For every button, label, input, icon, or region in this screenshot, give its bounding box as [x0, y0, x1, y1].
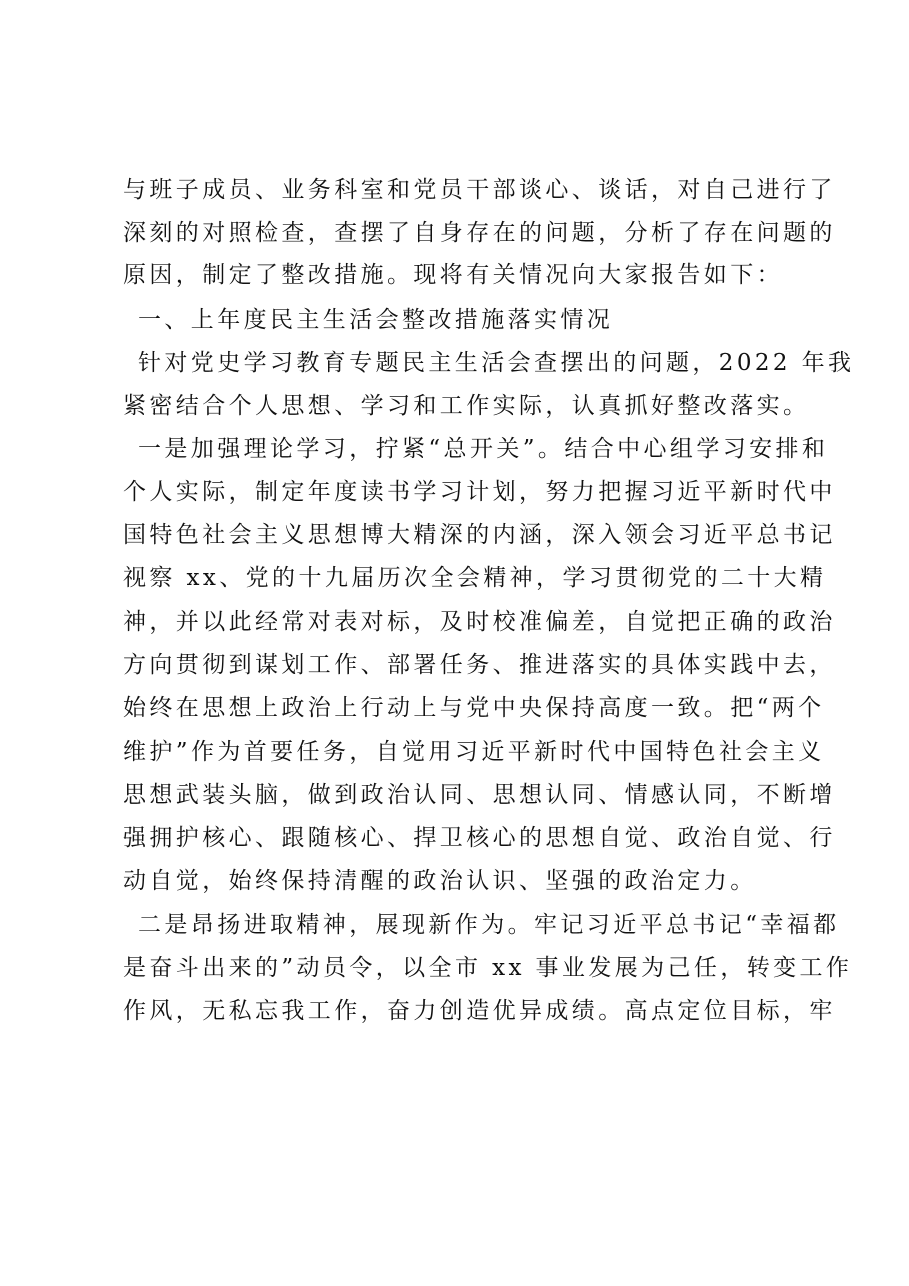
text-line-14: 维护”作为首要任务，自觉用习近平新时代中国特色社会主义 [123, 739, 825, 765]
text-line-5: 针对党史学习教育专题民主生活会查摆出的问题，2022 年我 [138, 350, 855, 376]
text-line-9: 国特色社会主义思想博大精深的内涵，深入领会习近平总书记 [123, 522, 836, 548]
text-line-16: 强拥护核心、跟随核心、捍卫核心的思想自觉、政治自觉、行 [123, 825, 836, 851]
text-line-3: 原因，制定了整改措施。现将有关情况向大家报告如下： [123, 262, 783, 288]
text-line-18: 二是昂扬进取精神，展现新作为。牢记习近平总书记“幸福都 [138, 912, 840, 938]
text-line-13: 始终在思想上政治上行动上与党中央保持高度一致。把“两个 [123, 695, 825, 721]
text-line-17: 动自觉，始终保持清醒的政治认识、坚强的政治定力。 [123, 868, 757, 894]
text-line-12: 方向贯彻到谋划工作、部署任务、推进落实的具体实践中去， [123, 652, 836, 678]
text-line-11: 神，并以此经常对表对标，及时校准偏差，自觉把正确的政治 [123, 609, 836, 635]
text-line-19: 是奋斗出来的”动员令，以全市 xx 事业发展为己任，转变工作 [123, 955, 853, 981]
text-line-8: 个人实际，制定年度读书学习计划，努力把握习近平新时代中 [123, 479, 836, 505]
text-line-20: 作风，无私忘我工作，奋力创造优异成绩。高点定位目标，牢 [123, 998, 836, 1024]
text-line-15: 思想武装头脑，做到政治认同、思想认同、情感认同，不断增 [123, 782, 836, 808]
section-heading: 一、上年度民主生活会整改措施落实情况 [138, 307, 614, 333]
text-line-2: 深刻的对照检查，查摆了自身存在的问题，分析了存在问题的 [123, 220, 836, 246]
text-line-10: 视察 xx、党的十九届历次全会精神，学习贯彻党的二十大精 [123, 565, 827, 591]
text-line-6: 紧密结合个人思想、学习和工作实际，认真抓好整改落实。 [123, 393, 810, 419]
text-line-1: 与班子成员、业务科室和党员干部谈心、谈话，对自己进行了 [123, 177, 836, 203]
text-line-7: 一是加强理论学习，拧紧“总开关”。结合中心组学习安排和 [138, 436, 829, 462]
